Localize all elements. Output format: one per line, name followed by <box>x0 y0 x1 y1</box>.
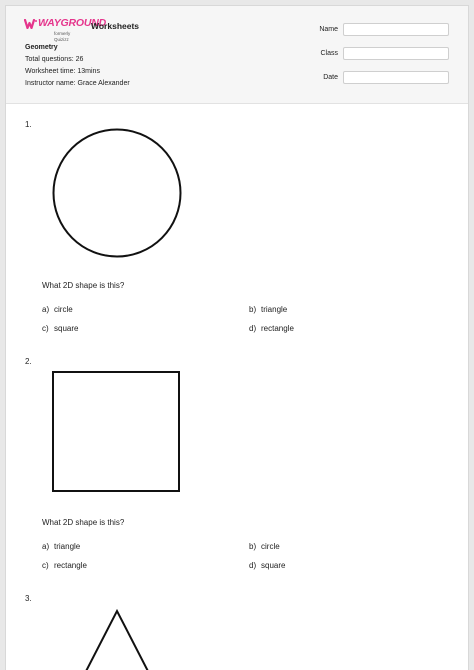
question-2-square-figure <box>52 371 180 493</box>
option-text: rectangle <box>54 561 87 570</box>
total-questions: Total questions: 26 <box>25 56 84 63</box>
question-2-option-d[interactable] <box>249 561 285 570</box>
option-letter: d) <box>249 561 257 570</box>
name-label: Name <box>319 26 338 33</box>
instructor-name: Instructor name: Grace Alexander <box>25 80 130 87</box>
question-3-triangle-figure <box>80 609 154 670</box>
worksheet-page <box>5 5 469 670</box>
question-1-option-d[interactable] <box>249 324 294 333</box>
question-2-prompt: What 2D shape is this? <box>42 518 125 527</box>
question-1-option-b[interactable] <box>249 305 287 314</box>
question-1-circle-figure <box>51 127 183 259</box>
logo-wordmark: WAYGROUND <box>38 17 107 29</box>
option-text: circle <box>261 542 280 551</box>
worksheet-time: Worksheet time: 13mins <box>25 68 100 75</box>
option-letter: c) <box>42 324 49 333</box>
class-label: Class <box>320 50 338 57</box>
question-1-option-a[interactable] <box>42 305 73 314</box>
worksheets-title: Worksheets <box>91 21 140 31</box>
option-text: triangle <box>54 542 81 551</box>
option-text: triangle <box>261 305 288 314</box>
option-text: rectangle <box>261 324 294 333</box>
option-text: circle <box>54 305 73 314</box>
question-3-number: 3. <box>25 594 32 603</box>
worksheet-topic: Geometry <box>25 44 58 51</box>
question-1-number: 1. <box>25 120 32 129</box>
question-1-prompt: What 2D shape is this? <box>42 281 125 290</box>
option-letter: b) <box>249 542 257 551</box>
name-field[interactable] <box>343 23 449 36</box>
option-text: square <box>54 324 79 333</box>
question-2-option-a[interactable] <box>42 542 80 551</box>
date-label: Date <box>323 74 338 81</box>
logo-subtext: formerly Quizizz <box>54 31 71 42</box>
option-letter: a) <box>42 542 50 551</box>
option-letter: b) <box>249 305 257 314</box>
question-2-option-c[interactable] <box>42 561 87 570</box>
option-text: square <box>261 561 286 570</box>
question-1-option-c[interactable] <box>42 324 78 333</box>
wayground-logo-icon <box>24 19 37 29</box>
option-letter: d) <box>249 324 257 333</box>
date-field[interactable] <box>343 71 449 84</box>
option-letter: c) <box>42 561 49 570</box>
worksheet-header <box>6 6 468 104</box>
wayground-logo <box>24 17 107 42</box>
class-field[interactable] <box>343 47 449 60</box>
question-2-option-b[interactable] <box>249 542 280 551</box>
option-letter: a) <box>42 305 50 314</box>
question-2-number: 2. <box>25 357 32 366</box>
